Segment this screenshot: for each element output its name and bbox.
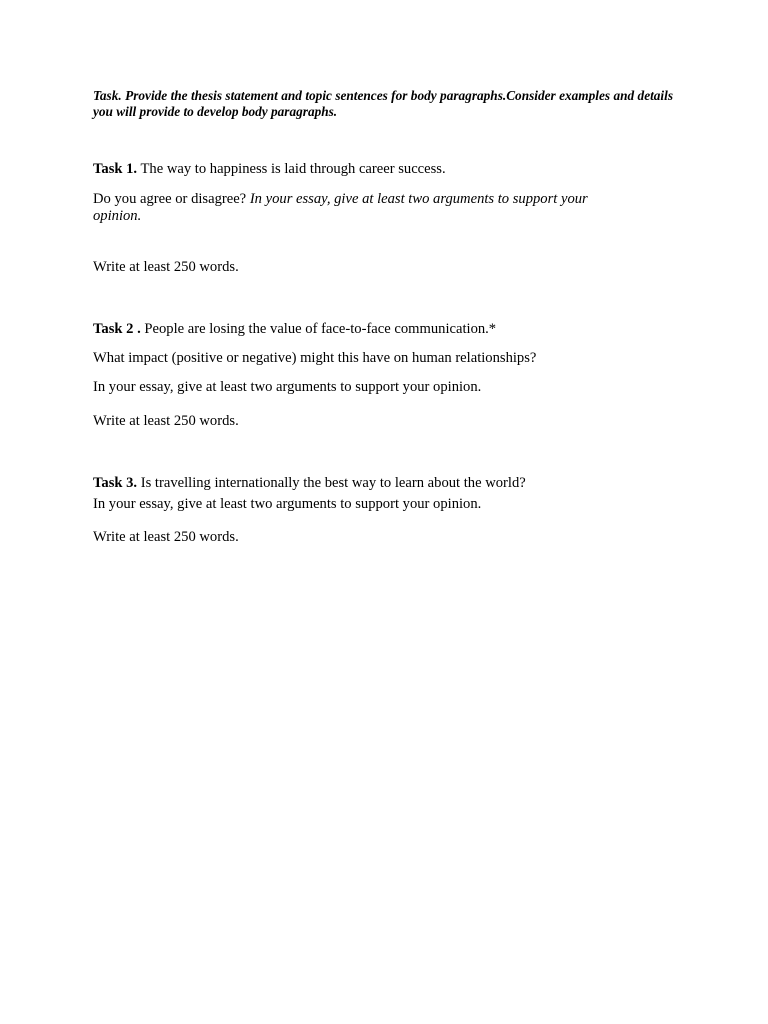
task1-prompt: The way to happiness is laid through career success. [137, 161, 446, 177]
task1-question: Do you agree or disagree? [93, 191, 250, 207]
task2-question: What impact (positive or negative) might this have on human relationships? [93, 350, 537, 366]
task1-label: Task 1. [93, 161, 138, 177]
task2-instruction: In your essay, give at least two arguments to support your opinion. [93, 379, 482, 395]
task2-heading [93, 321, 496, 338]
task2-label: Task 2 . [93, 321, 141, 337]
task-instructions: Task. Provide the thesis statement and topic sentences for body paragraphs.Consider examples and details you will provide to develop body paragraphs. [93, 88, 673, 119]
task2-prompt: People are losing the value of face-to-face communication.* [140, 321, 497, 337]
task3-instruction: In your essay, give at least two arguments to support your opinion. [93, 496, 482, 512]
task1-instruction: In your essay, give at least two arguments to support your opinion. [93, 191, 588, 224]
task3-label: Task 3. [93, 475, 138, 491]
task2-word-count: Write at least 250 words. [93, 413, 239, 429]
task3-word-count: Write at least 250 words. [93, 529, 239, 545]
task1-heading [93, 161, 446, 178]
task3-prompt: Is travelling internationally the best way to learn about the world? [137, 475, 526, 491]
task3-heading [93, 475, 526, 492]
task1-word-count: Write at least 250 words. [93, 259, 239, 275]
task1-question-block [93, 191, 633, 225]
